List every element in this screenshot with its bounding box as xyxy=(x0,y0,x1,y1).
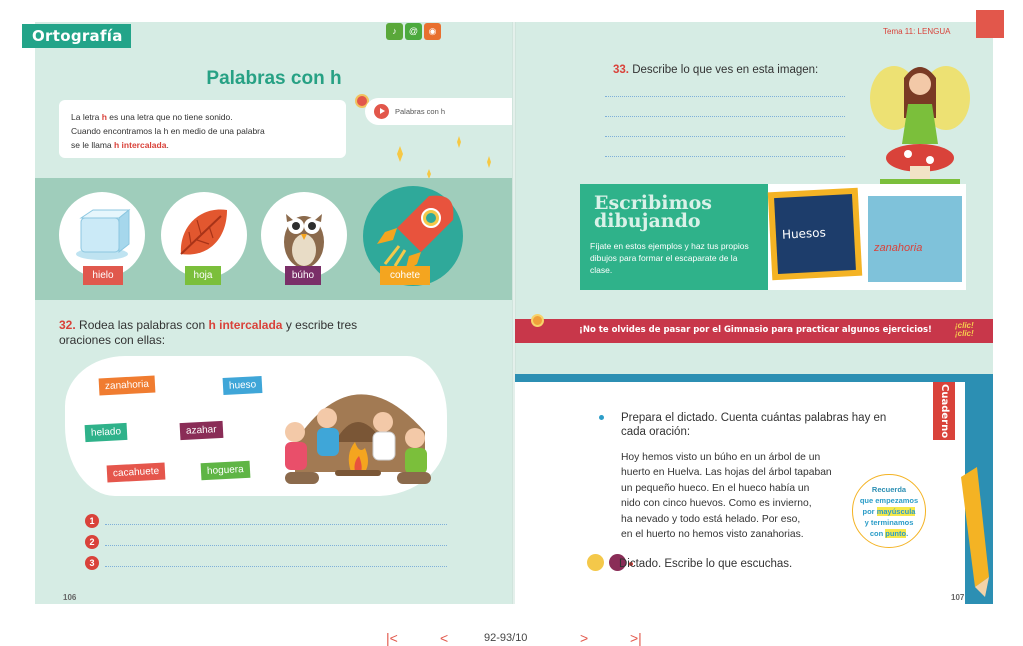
prev-page-button[interactable]: < xyxy=(440,630,449,646)
cuaderno-tab[interactable]: Cuaderno xyxy=(933,382,955,440)
banner-marker-icon xyxy=(531,314,544,327)
word-tag-cacahuete[interactable]: cacahuete xyxy=(107,462,166,482)
dictation-instruction: Dictado. Escribe lo que escuchas. xyxy=(619,558,793,570)
page-navigation xyxy=(0,628,1023,646)
pencil-icon xyxy=(955,467,991,597)
answer-line[interactable] xyxy=(605,156,845,157)
audio-icon[interactable]: ♪ xyxy=(386,23,403,40)
audio-icon[interactable] xyxy=(587,554,604,571)
word-tag-helado[interactable]: helado xyxy=(85,423,128,442)
last-page-button[interactable]: >| xyxy=(630,630,642,646)
bookmark-icon[interactable] xyxy=(976,10,1004,38)
example-card-huesos: Huesos xyxy=(768,188,862,281)
video-link[interactable] xyxy=(365,98,513,125)
book-spread xyxy=(35,22,993,604)
answer-line-3[interactable]: 3 xyxy=(85,556,447,570)
word-tag-hoguera[interactable]: hoguera xyxy=(201,461,251,481)
escribimos-panel xyxy=(580,184,768,290)
page-number: 106 xyxy=(63,593,77,602)
play-icon[interactable] xyxy=(374,104,389,119)
at-icon[interactable]: @ xyxy=(405,23,422,40)
word-tag-hueso[interactable]: hueso xyxy=(223,376,263,395)
escribimos-title: Escribimos dibujando xyxy=(594,192,712,232)
answer-line[interactable] xyxy=(605,96,845,97)
escribimos-text: Fíjate en estos ejemplos y haz tus propios dibujos para formar el escaparate de la clase. xyxy=(590,241,749,275)
fairy-illustration xyxy=(860,48,980,188)
bullet-icon xyxy=(599,415,604,420)
question-33: 33. Describe lo que ves en esta imagen: xyxy=(613,64,819,76)
header-icons xyxy=(386,23,441,40)
question-32: 32. Rodea las palabras con h intercalada y escribe tres oraciones con ellas: xyxy=(59,318,358,347)
right-page xyxy=(515,22,993,604)
eye-icon[interactable]: ◉ xyxy=(424,23,441,40)
reminder-badge: Recuerda que empezamos por mayúscula y terminamos con punto. xyxy=(852,474,926,548)
page-number: 107 xyxy=(951,593,965,602)
clic-label: ¡clic! ¡clic! xyxy=(955,321,974,338)
first-page-button[interactable]: |< xyxy=(386,630,398,646)
answer-line-2[interactable]: 2 xyxy=(85,535,447,549)
campfire-illustration xyxy=(265,362,445,492)
example-card-zanahoria: zanahoria xyxy=(868,196,962,282)
answer-line[interactable] xyxy=(605,136,845,137)
page-indicator: 92-93/10 xyxy=(484,632,528,644)
word-tag-hielo: hielo xyxy=(83,266,123,285)
answer-line-1[interactable]: 1 xyxy=(85,514,447,528)
word-tag-buho: búho xyxy=(285,266,321,285)
word-tag-hoja: hoja xyxy=(185,266,221,285)
escribimos-card xyxy=(580,184,966,290)
next-page-button[interactable]: > xyxy=(580,630,589,646)
section-tab: Ortografía xyxy=(22,24,131,48)
gym-reminder-banner[interactable]: ¡No te olvides de pasar por el Gimnasio para practicar algunos ejercicios! ¡clic! ¡clic! xyxy=(515,319,993,343)
dictation-prompt: Prepara el dictado. Cuenta cuántas palabras hay en cada oración: xyxy=(621,411,911,439)
dictation-text: Hoy hemos visto un búho en un árbol de un huerto en Huelva. Las hojas del árbol tapaban un pequeño hueco. En el hueco había un nido con cinco huevos. Como es invierno, ha nevado y todo está helado. Por eso, en el huerto no hemos visto zanahorias. xyxy=(621,452,832,541)
answer-line[interactable] xyxy=(605,116,845,117)
word-tag-cohete: cohete xyxy=(380,266,430,285)
info-box: La letra h es una letra que no tiene sonido. Cuando encontramos la h en medio de una palabra se le llama h intercalada. xyxy=(59,100,346,158)
theme-label: Tema 11: LENGUA xyxy=(883,27,951,36)
word-tag-azahar[interactable]: azahar xyxy=(180,421,223,440)
left-page xyxy=(35,22,513,604)
video-label: Palabras con h xyxy=(395,107,446,116)
page-title: Palabras con h xyxy=(206,68,342,89)
word-tag-zanahoria[interactable]: zanahoria xyxy=(99,376,156,396)
